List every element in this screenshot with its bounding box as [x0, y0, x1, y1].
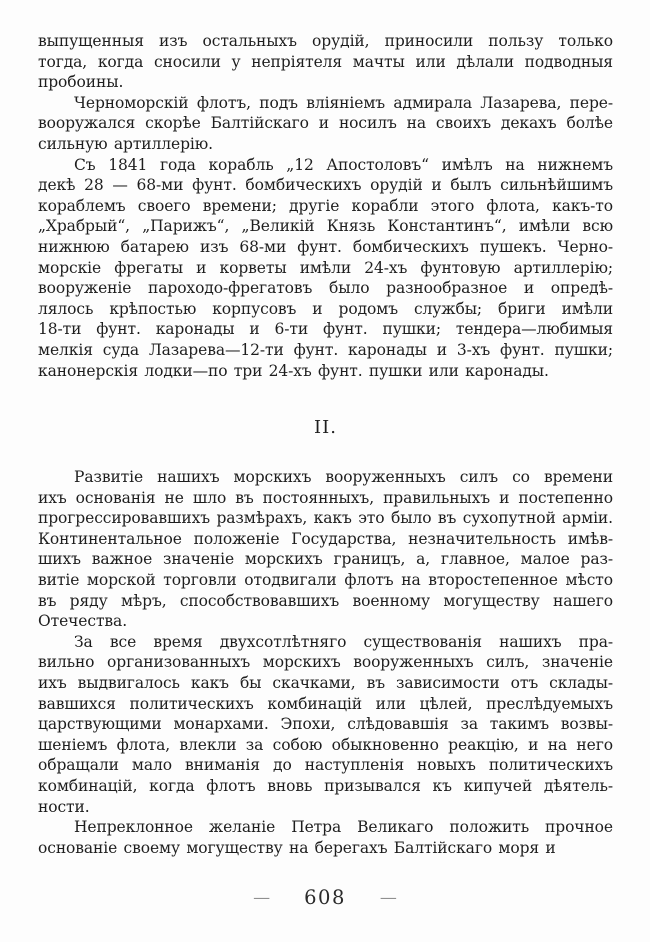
paragraph [38, 632, 613, 817]
text-line: декѣ 28 — 68-ми фунт. бомбическихъ орудій и былъ сильнѣйшимъ [38, 176, 613, 195]
text-line: морскіе фрегаты и корветы имѣли 24-хъ фунтовую артиллерію; [38, 258, 613, 277]
text-line: Развитіе нашихъ морскихъ вооруженныхъ силъ со времени [74, 468, 613, 487]
text-line: Непреклонное желаніе Петра Великаго положить прочное [74, 818, 613, 837]
text-line: Черноморскій флотъ, подъ вліяніемъ адмирала Лазарева, пере- [74, 93, 613, 112]
text-line: въ ряду мѣръ, способствовавшихъ военному могуществу нашего [38, 591, 613, 610]
text-line: ности. [38, 797, 90, 816]
text-line: Съ 1841 года корабль „12 Апостоловъ“ имѣлъ на нижнемъ [74, 155, 613, 174]
text-line: За все время двухсотлѣтняго существованія нашихъ пра- [74, 632, 613, 651]
section-part1-text [38, 31, 613, 381]
text-line: ихъ основанія не шло въ постоянныхъ, правильныхъ и постепенно [38, 488, 613, 507]
text-line: мелкія суда Лазарева—12-ти фунт. каронады и 3-хъ фунт. пушки; [38, 340, 613, 359]
text-line: сильную артиллерію. [38, 134, 214, 153]
section-part2-text [38, 467, 613, 858]
footer-dash-left: — [253, 887, 271, 908]
text-line: шихъ важное значеніе морскихъ границъ, а, главное, малое раз- [38, 550, 613, 569]
text-line: витіе морской торговли отодвигали флотъ на второстепенное мѣсто [38, 571, 613, 590]
text-line: пробоины. [38, 73, 124, 92]
text-line: „Храбрый“, „Парижъ“, „Великій Князь Константинъ“, имѣли всю [38, 217, 613, 236]
text-line: 18-ти фунт. каронады и 6-ти фунт. пушки; тендера—любимыя [38, 320, 613, 339]
page-number: 608 [304, 886, 346, 909]
text-line: основаніе своему могуществу на берегахъ Балтійскаго моря и [38, 838, 556, 857]
text-line: комбинацій, когда флотъ вновь призывался къ кипучей дѣятель- [38, 777, 613, 795]
text-line: вильно организованныхъ морскихъ вооруженныхъ силъ, значеніе [38, 653, 613, 672]
paragraph [38, 31, 613, 93]
text-line: Отечества. [38, 612, 128, 631]
paragraph [38, 467, 613, 632]
page-footer [0, 886, 650, 909]
text-line: прогрессировавшихъ размѣрахъ, какъ это было въ сухопутной арміи. [38, 509, 613, 528]
text-line: шеніемъ флота, влекли за собою обыкновенно реакцію, и на него [38, 735, 613, 754]
text-line: ихъ выдвигалось какъ бы скачками, въ зависимости отъ склады- [38, 674, 613, 693]
paragraph [38, 817, 613, 858]
text-line: кораблемъ своего времени; другіе корабли этого флота, какъ-то [38, 196, 613, 215]
paragraph [38, 155, 613, 382]
footer-dash-right: — [379, 887, 397, 908]
text-line: царствующими монархами. Эпохи, слѣдовавшія за такимъ возвы- [38, 715, 613, 734]
text-line: вавшихся политическихъ комбинацій или цѣлей, преслѣдуемыхъ [38, 694, 613, 713]
text-line: вооруженіе пароходо-фрегатовъ было разнообразное и опредѣ- [38, 279, 613, 298]
text-line: лялось крѣпостью корпусовъ и родомъ службы; бриги имѣли [38, 299, 613, 318]
text-line: Континентальное положеніе Государства, незначительность имѣв- [38, 529, 613, 548]
text-line: вооружался скорѣе Балтійскаго и носилъ на своихъ декахъ болѣе [38, 114, 613, 133]
paragraph [38, 93, 613, 155]
text-line: выпущенныя изъ остальныхъ орудій, приносили пользу только [38, 32, 613, 50]
text-line: нижнюю батарею изъ 68-ми фунт. бомбическихъ пушекъ. Черно- [38, 237, 613, 256]
page-content [38, 31, 613, 858]
section-heading: II. [314, 417, 337, 439]
text-line: канонерскія лодки—по три 24-хъ фунт. пушки или каронады. [38, 361, 549, 380]
text-line: тогда, когда сносили у непріятеля мачты или дѣлали подводныя [38, 52, 613, 71]
text-line: обращали мало вниманія до наступленія новыхъ политическихъ [38, 756, 613, 775]
